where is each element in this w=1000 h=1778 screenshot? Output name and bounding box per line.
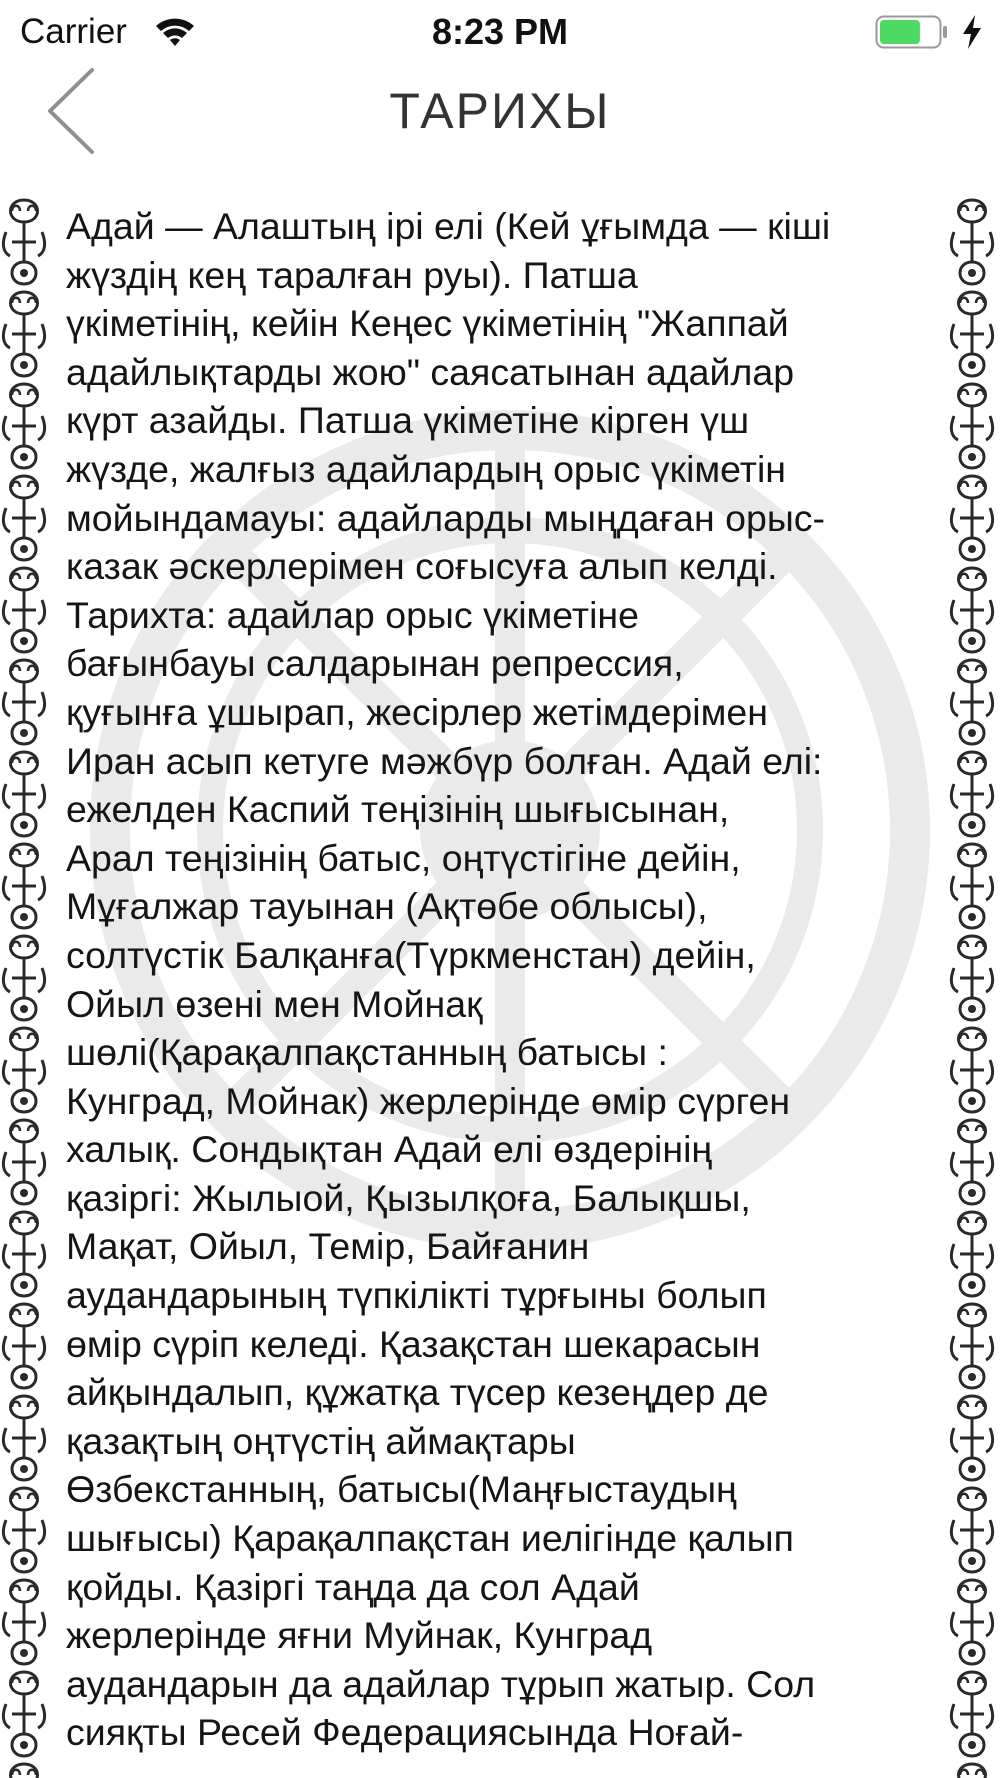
article-scroll-view[interactable] <box>66 202 936 1778</box>
status-bar <box>0 0 1000 66</box>
status-time: 8:23 PM <box>431 11 569 52</box>
bolt-icon <box>960 14 984 50</box>
left-ornament-border <box>0 196 48 1778</box>
right-ornament-border <box>948 196 996 1778</box>
nav-bar <box>0 66 1000 176</box>
battery-icon <box>875 15 949 49</box>
article-text: Адай — Алаштың ірі елі (Кей ұғымда — кіші жүздің кең таралған руы). Патша үкіметінің, кейін Кеңес үкіметінің "Жаппай адайлықтарды жою" саясатынан адайлар күрт азайды. Патша үкіметіне кірген үш жүзде, жалғыз адайлардың орыс үкіметін мойындамауы: адайларды мыңдаған орыс- казак әскерлерімен соғысуға алып келді. Тарихта: адайлар орыс үкіметіне бағынбауы салдарынан репрессия, қуғынға ұшырап, жесірлер жетімдерімен Иран асып кетуге мәжбүр болған. Адай елі: ежелден Каспий теңізінің шығысынан, Арал теңізінің батыс, оңтүстігіне дейін, Мұғалжар тауынан (Ақтөбе облысы), солтүстік Балқанға(Түркменстан) дейін, Ойыл өзені мен Мойнақ шөлі(Қарақалпақстанның батысы : Кунград, Мойнак) жерлерінде өмір сүрген халық. Сондықтан Адай елі өздерінің қазіргі: Жылыой, Қызылқоға, Балықшы, Мақат, Ойыл, Темір, Байғанин аудандарының түпкілікті тұрғыны болып өмір сүріп келеді. Қазақстан шекарасын айқындалып, құжатқа түсер кезеңдер де қазақтың оңтүстің аймақтары Өзбекстанның, батысы(Маңғыстаудың шығысы) Қарақалпақстан иелігінде қалып қойды. Қазіргі таңда да сол Адай жерлерінде яғни Муйнак, Кунград аудандарын да адайлар тұрып жатыр. Сол сияқты Ресей Федерациясында Ноғай- <box>66 205 831 1754</box>
page-title: ТАРИХЫ <box>389 83 611 139</box>
carrier-label: Carrier <box>20 12 127 51</box>
